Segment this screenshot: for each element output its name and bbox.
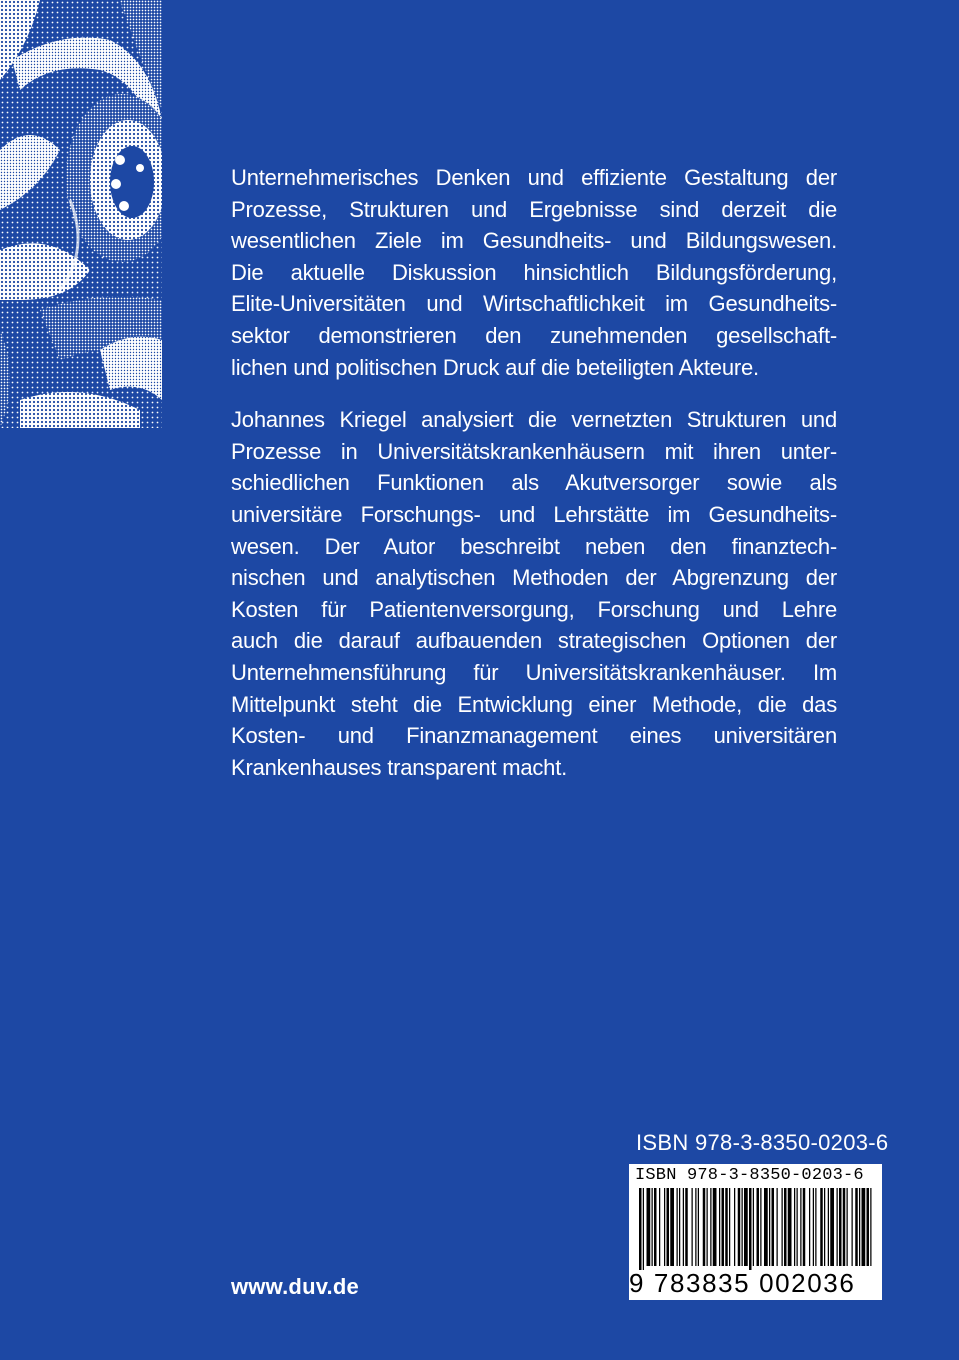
barcode-bar [647,1188,651,1266]
barcode-bar [685,1188,688,1266]
blurb-line: Prozesse, Strukturen und Ergebnisse sind derzeit die [231,196,837,222]
barcode-bar [749,1188,752,1270]
barcode-bar [797,1188,798,1266]
barcode-bar [710,1188,711,1266]
barcode-bar [679,1188,680,1266]
barcode-bar [830,1188,834,1266]
barcode-bar [744,1188,748,1266]
barcode-bar [847,1188,848,1266]
barcode-panel [629,1164,882,1300]
publisher-website: www.duv.de [231,1274,359,1299]
blurb-paragraph-1 [231,162,837,383]
barcode-isbn-label: ISBN 978-3-8350-0203-6 [635,1166,864,1185]
barcode-bar [670,1188,674,1266]
blurb-line: Elite-Universitäten und Wirtschaftlichkeit im Gesundheits- [231,291,837,317]
barcode-bar [734,1188,735,1266]
blurb-line: Unternehmensführung für Universitätskrankenhäuser. Im [231,659,837,685]
blurb-paragraph-2 [231,404,837,783]
isbn-label: ISBN 978-3-8350-0203-6 [636,1130,889,1155]
barcode-bar [719,1188,720,1266]
barcode-bar [772,1188,775,1266]
barcode-bar [813,1188,814,1266]
barcode-bar [738,1188,741,1266]
barcode-bar [703,1188,706,1266]
barcode-bar [722,1188,725,1266]
blurb-line: auch die darauf aufbauenden strategischen Optionen der [231,628,837,654]
blurb-line: wesen. Der Autor beschreibt neben den finanztech- [231,533,837,559]
barcode-bar [725,1188,728,1266]
barcode-bar [643,1188,644,1270]
barcode-bar [769,1188,770,1266]
barcode-bar [667,1188,670,1266]
barcode-bar [659,1188,660,1266]
blurb-line: Kosten für Patientenversorgung, Forschung und Lehre [231,596,837,622]
barcode-bar [784,1188,787,1266]
barcode-bar [837,1188,838,1266]
barcode-bar [654,1188,657,1266]
blurb-line: Prozesse in Universitätskrankenhäusern mit ihren unter- [231,438,837,464]
halftone-corner-image [0,0,162,428]
barcode-bar [794,1188,795,1266]
barcode-bar [677,1188,678,1266]
barcode-bar [713,1188,717,1266]
barcode-bar [839,1188,842,1266]
barcode-bars-graphic [639,1188,872,1270]
barcode-bar [815,1188,816,1266]
barcode-bar [820,1188,823,1266]
barcode-bar [803,1188,806,1266]
barcode-bar [757,1188,760,1266]
barcode-bar [742,1188,743,1266]
blurb-line: lichen und politischen Druck auf die beteiligten Akteure. [231,354,759,380]
barcode-bar [867,1188,870,1266]
barcode-digits: 9 783835 002036 [629,1268,856,1298]
barcode-bar [692,1188,693,1266]
blurb-line: Die aktuelle Diskussion hinsichtlich Bildungsförderung, [231,259,837,285]
barcode-bar [809,1188,810,1266]
barcode-bar [639,1188,642,1270]
barcode-bar [800,1188,801,1266]
halftone-photo-graphic [0,0,162,428]
blurb-line: universitäre Forschungs- und Lehrstätte im Gesundheits- [231,501,837,527]
barcode-bar [828,1188,829,1266]
blurb-line: Mittelpunkt steht die Entwicklung einer Methode, die das [231,691,837,717]
blurb-line: Krankenhauses transparent macht. [231,754,568,780]
barcode-bar [698,1188,699,1266]
barcode-bar [855,1188,858,1266]
blurb-line: sektor demonstrieren den zunehmenden gesellschaft- [231,322,837,348]
barcode-bar [859,1188,860,1266]
barcode-bar [843,1188,846,1266]
barcode-bar [753,1188,754,1266]
back-cover-blurb [231,162,837,783]
barcode-bar [852,1188,853,1266]
barcode-bar [764,1188,768,1266]
barcode-bar [782,1188,783,1266]
barcode-bar [664,1188,665,1266]
barcode-bar [788,1188,792,1266]
blurb-line: schiedlichen Funktionen als Akutversorger sowie als [231,470,837,496]
barcode-bar [707,1188,708,1266]
barcode-bar [870,1188,871,1266]
blurb-line: Johannes Kriegel analysiert die vernetzten Strukturen und [231,407,837,433]
barcode-bar [777,1188,778,1266]
blurb-line: wesentlichen Ziele im Gesundheits- und Bildungswesen. [231,228,837,254]
blurb-line: nischen und analytischen Methoden der Abgrenzung der [231,565,837,591]
barcode-bar [695,1188,696,1266]
blurb-line: Kosten- und Finanzmanagement eines universitären [231,723,837,749]
barcode-bar [683,1188,684,1266]
barcode-bar [729,1188,730,1266]
barcode-bar [760,1188,761,1266]
barcode-bar [862,1188,866,1266]
barcode-bar [652,1188,653,1266]
barcode-bar [824,1188,825,1266]
blurb-line: Unternehmerisches Denken und effiziente Gestaltung der [231,165,837,190]
